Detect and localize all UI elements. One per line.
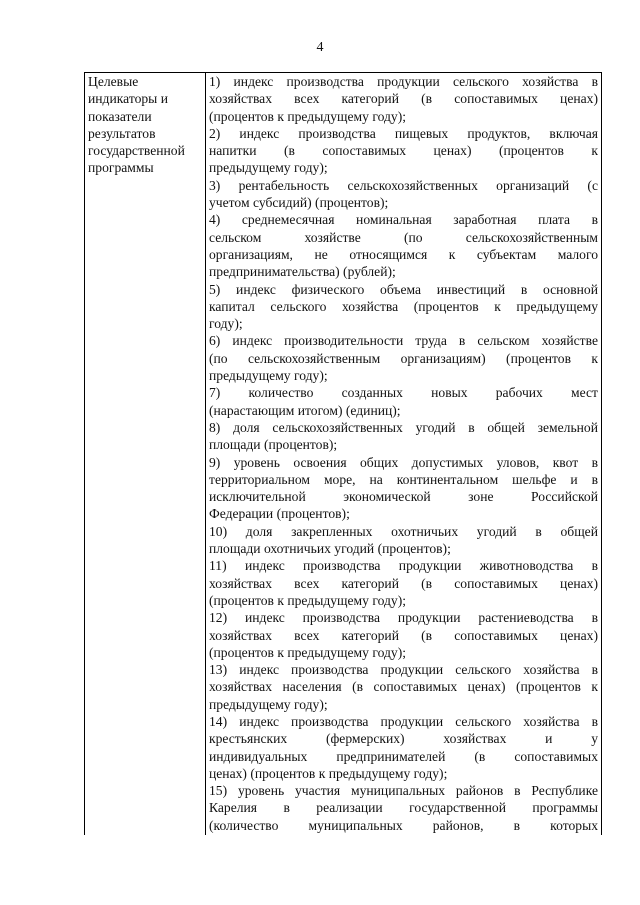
indicator-item [209,713,598,782]
indicator-line: 5) индекс физического объема инвестиций в основной [209,281,598,297]
indicator-line: хозяйствах всех категорий (в сопоставимых ценах) [209,575,598,591]
indicator-line: площади (процентов); [209,437,338,453]
section-label-line: Целевые [88,74,139,89]
indicator-line: капитал сельского хозяйства (процентов к предыдущему [209,298,598,314]
indicator-list [209,73,598,834]
program-passport-table [84,72,602,835]
indicator-line: исключительной экономической зоне Российской [209,489,598,505]
section-label-line: показатели [88,108,152,124]
section-label-line: государственной [88,143,185,159]
indicator-line: индивидуальных предпринимателей (в сопоставимых [209,748,598,764]
table-row [85,73,602,836]
indicator-line: 15) уровень участия муниципальных районов в Республике [209,783,598,799]
indicator-line: (процентов к предыдущему году); [209,108,407,124]
indicator-line: (процентов к предыдущему году); [209,644,407,660]
indicator-item [209,523,598,558]
indicator-item [209,281,598,333]
page-number: 4 [316,40,324,55]
indicator-line: Карелия в реализации государственной программы [209,800,598,816]
indicator-line: хозяйствах всех категорий (в сопоставимых ценах) [209,627,598,643]
indicator-line: учетом субсидий) (процентов); [209,195,389,211]
indicator-line: (по сельскохозяйственным организациям) (процентов к [209,350,598,366]
indicator-line: 11) индекс производства продукции животноводства в [209,558,598,574]
section-label [88,73,202,177]
indicator-line: напитки (в сопоставимых ценах) (процентов к [209,143,598,159]
indicator-line: предыдущему году); [209,696,328,712]
indicator-item [209,125,598,177]
indicator-line: площади охотничьих угодий (процентов); [209,541,451,557]
indicator-line: 10) доля закрепленных охотничьих угодий в общей [209,523,598,539]
indicator-line: 8) доля сельскохозяйственных угодий в общей земельной [209,419,598,435]
indicator-line: хозяйствах всех категорий (в сопоставимых ценах) [209,91,598,107]
indicator-item [209,454,598,523]
indicator-line: (нарастающим итогом) (единиц); [209,402,401,418]
indicator-item [209,419,598,454]
indicator-line: 2) индекс производства пищевых продуктов, включая [209,125,598,141]
indicator-item [209,177,598,212]
indicator-line: 14) индекс производства продукции сельского хозяйства в [209,713,598,729]
indicator-line: организациям, не относящимся к субъектам малого [209,246,598,262]
indicator-line: 3) рентабельность сельскохозяйственных организаций (с [209,177,598,193]
indicator-item [209,609,598,661]
section-label-line: индикаторы и [88,91,168,107]
indicator-item [209,661,598,713]
indicator-line: 1) индекс производства продукции сельского хозяйства в [209,74,598,89]
indicator-item [209,73,598,125]
indicator-line: хозяйствах населения (в сопоставимых ценах) (процентов к [209,679,598,695]
indicator-line: 4) среднемесячная номинальная заработная плата в [209,212,598,228]
indicator-line: году); [209,316,243,332]
indicator-line: сельском хозяйстве (по сельскохозяйственным [209,229,598,245]
indicator-item [209,332,598,384]
section-label-line: программы [88,160,154,176]
indicators-cell [206,73,602,836]
indicator-line: (количество муниципальных районов, в которых [209,817,598,833]
indicator-line: Федерации (процентов); [209,506,350,522]
indicator-line: предыдущему году); [209,160,328,176]
indicator-line: крестьянских (фермерских) хозяйствах и у [209,731,598,747]
indicator-item [209,782,598,834]
indicator-line: (процентов к предыдущему году); [209,592,407,608]
indicator-line: ценах) (процентов к предыдущему году); [209,765,448,781]
indicator-line: предпринимательства) (рублей); [209,264,396,280]
indicator-line: 7) количество созданных новых рабочих мест [209,385,598,401]
indicator-line: предыдущему году); [209,368,328,384]
section-label-cell [85,73,206,836]
indicator-line: 13) индекс производства продукции сельского хозяйства в [209,662,598,678]
indicator-item [209,211,598,280]
indicator-item [209,557,598,609]
section-label-line: результатов [88,125,156,141]
indicator-line: 9) уровень освоения общих допустимых уловов, квот в [209,454,598,470]
indicator-item [209,384,598,419]
indicator-line: 6) индекс производительности труда в сельском хозяйстве [209,333,598,349]
indicator-line: 12) индекс производства продукции растениеводства в [209,610,598,626]
indicator-line: территориальном море, на континентальном шельфе и в [209,471,598,487]
